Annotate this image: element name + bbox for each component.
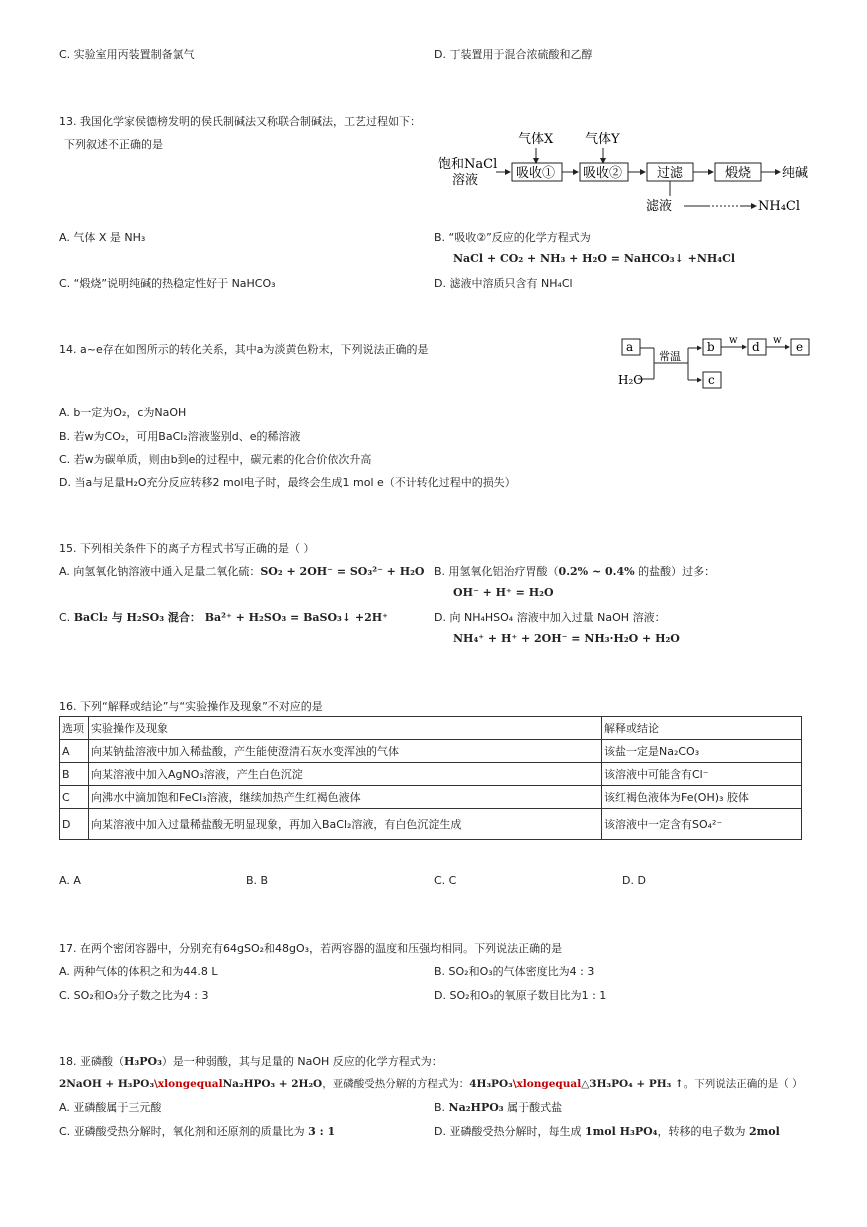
option-c-q16: C. C [434, 874, 457, 887]
table-row [60, 740, 802, 763]
filtrate-label: 滤液 [646, 199, 673, 214]
reagent-w-1: w [729, 335, 738, 346]
question-17-stem: 17. 在两个密闭容器中，分别充有64gSO₂和48gO₃，若两容器的温度和压强均相同。下列说法正确的是 [59, 942, 563, 955]
experiment-table [59, 716, 802, 840]
node-c: c [708, 373, 715, 387]
table-cell: 该溶液中可能含有Cl⁻ [602, 763, 802, 786]
latex-artifact-2: \xlongequal [512, 1078, 582, 1090]
question-15-stem: 15. 下列相关条件下的离子方程式书写正确的是（ ） [59, 542, 315, 555]
option-b-text: B. [434, 1101, 449, 1114]
option-a-q16: A. A [59, 874, 81, 887]
table-cell: A [60, 740, 89, 763]
stem-text-tail: ）是一种弱酸，其与足量的 NaOH 反应的化学方程式为： [161, 1055, 443, 1068]
option-c-ratio: 3 : 1 [308, 1125, 336, 1138]
option-d-q15: D. 向 NH₄HSO₄ 溶液中加入过量 NaOH 溶液： [434, 611, 666, 624]
table-row [60, 763, 802, 786]
table-cell: 该红褐色液体为Fe(OH)₃ 胶体 [602, 786, 802, 809]
option-d-q16: D. D [622, 874, 646, 887]
option-d-q17: D. SO₂和O₃的氧原子数目比为1 : 1 [434, 989, 607, 1002]
option-a-q14: A. b一定为O₂，c为NaOH [59, 406, 187, 419]
table-cell: C [60, 786, 89, 809]
option-c-q18 [59, 1123, 335, 1139]
absorb1-label: 吸收① [516, 166, 556, 181]
option-a-q18: A. 亚磷酸属于三元酸 [59, 1101, 162, 1114]
feed-label-1: 饱和NaCl [438, 157, 498, 172]
option-b-q16: B. B [246, 874, 269, 887]
option-d-formula: 1mol H₃PO₄ [584, 1125, 658, 1138]
reagent-w-2: w [773, 335, 782, 346]
option-d-q15-equation: NH₄⁺ + H⁺ + 2OH⁻ = NH₃·H₂O + H₂O [453, 632, 680, 645]
eq2-left: 4H₃PO₃ [469, 1078, 513, 1090]
eq1-left: 2NaOH + H₃PO₃ [59, 1078, 155, 1090]
option-c-equation: BaCl₂ 与 H₂SO₃ 混合： Ba²⁺ + H₂SO₃ = BaSO₃↓ +2H⁺ [73, 611, 388, 624]
option-c-q12: C. 实验室用丙装置制备氯气 [59, 48, 195, 61]
question-16-stem: 16. 下列“解释或结论”与“实验操作及现象”不对应的是 [59, 700, 323, 713]
option-b-formula: Na₂HPO₃ [448, 1101, 504, 1114]
stem-text: 18. 亚磷酸（ [59, 1055, 124, 1068]
node-e: e [796, 340, 804, 354]
eq-text: ，亚磷酸受热分解的方程式为： [322, 1078, 470, 1090]
option-b-q13: B. “吸收②”反应的化学方程式为 [434, 231, 591, 244]
eq-text-tail: 。下列说法正确的是（ ） [683, 1078, 803, 1090]
node-b: b [707, 340, 715, 354]
conversion-diagram [612, 334, 812, 394]
option-c-q14: C. 若w为碳单质，则由b到e的过程中，碳元素的化合价依次升高 [59, 453, 372, 466]
option-c-q13: C. “煅烧”说明纯碱的热稳定性好于 NaHCO₃ [59, 277, 276, 290]
question-18-stem [59, 1053, 443, 1069]
table-header: 选项 [60, 717, 89, 740]
option-b-q15 [434, 563, 715, 579]
table-cell: 向某溶液中加入AgNO₃溶液，产生白色沉淀 [89, 763, 602, 786]
eq2-right: △3H₃PO₄ + PH₃ ↑ [581, 1078, 684, 1090]
option-d-q14: D. 当a与足量H₂O充分反应转移2 mol电子时，最终会生成1 mol e（不计转化过程中的损失） [59, 476, 516, 489]
option-b-q17: B. SO₂和O₃的气体密度比为4 : 3 [434, 965, 595, 978]
question-13-stem: 13. 我国化学家侯德榜发明的侯氏制碱法又称联合制碱法，工艺过程如下： [59, 115, 421, 128]
table-cell: B [60, 763, 89, 786]
table-cell: 该盐一定是Na₂CO₃ [602, 740, 802, 763]
question-13-sub: 下列叙述不正确的是 [64, 138, 163, 151]
option-b-q14: B. 若w为CO₂，可用BaCl₂溶液鉴别d、e的稀溶液 [59, 430, 301, 443]
table-cell: 向沸水中滴加饱和FeCl₃溶液，继续加热产生红褐色液体 [89, 786, 602, 809]
filter-label: 过滤 [657, 166, 684, 181]
eq1-right: Na₂HPO₃ + 2H₂O [222, 1078, 323, 1090]
option-c-text: C. 亚磷酸受热分解时，氧化剂和还原剂的质量比为 [59, 1125, 309, 1138]
table-cell: 向某溶液中加入过量稀盐酸无明显现象，再加入BaCl₂溶液，有白色沉淀生成 [89, 809, 602, 840]
condition-label: 常温 [659, 350, 681, 363]
table-row [60, 809, 802, 840]
option-d-text-mid: ，转移的电子数为 [657, 1125, 749, 1138]
option-d-q12: D. 丁装置用于混合浓硫酸和乙醇 [434, 48, 593, 61]
option-b-q13-equation: NaCl + CO₂ + NH₃ + H₂O = NaHCO₃↓ +NH₄Cl [453, 252, 736, 265]
feed-label-2: 溶液 [452, 173, 479, 188]
option-a-q17: A. 两种气体的体积之和为44.8 L [59, 965, 218, 978]
table-cell: 该溶液中一定含有SO₄²⁻ [602, 809, 802, 840]
option-b-q18 [434, 1099, 562, 1115]
absorb2-label: 吸收② [583, 166, 623, 181]
stem-formula: H₃PO₃ [124, 1055, 162, 1068]
table-cell: 向某钠盐溶液中加入稀盐酸，产生能使澄清石灰水变浑浊的气体 [89, 740, 602, 763]
option-d-q13: D. 滤液中溶质只含有 NH₄Cl [434, 277, 573, 290]
node-d: d [752, 340, 760, 354]
option-a-q15 [59, 563, 425, 579]
table-row [60, 786, 802, 809]
gas-y-label: 气体Y [585, 132, 620, 147]
option-b-text-tail: 属于酸式盐 [503, 1101, 563, 1114]
table-cell: D [60, 809, 89, 840]
option-b-text-tail: 的盐酸）过多： [634, 565, 716, 578]
latex-artifact-1: \xlongequal [154, 1078, 223, 1090]
table-header-row [60, 717, 802, 740]
node-water: H₂O [618, 373, 644, 387]
option-a-text: A. 向氢氧化钠溶液中通入足量二氧化硫： [59, 565, 261, 578]
process-flow-diagram [430, 126, 815, 222]
question-18-equations [59, 1076, 803, 1091]
option-c-q15 [59, 609, 388, 625]
calcine-label: 煅烧 [725, 166, 752, 181]
node-a: a [626, 340, 634, 354]
option-b-text: B. 用氢氧化铝治疗胃酸（ [434, 565, 559, 578]
option-b-condition: 0.2% ~ 0.4% [558, 565, 635, 578]
option-b-q15-equation: OH⁻ + H⁺ = H₂O [453, 586, 554, 599]
option-d-text: D. 亚磷酸受热分解时，每生成 [434, 1125, 585, 1138]
question-14-stem: 14. a~e存在如图所示的转化关系，其中a为淡黄色粉末，下列说法正确的是 [59, 343, 429, 356]
table-header: 实验操作及现象 [89, 717, 602, 740]
table-header: 解释或结论 [602, 717, 802, 740]
product-label: 纯碱 [782, 166, 809, 181]
option-d-q18 [434, 1123, 780, 1139]
gas-x-label: 气体X [518, 132, 554, 147]
option-a-q13: A. 气体 X 是 NH₃ [59, 231, 146, 244]
nh4cl-label: NH₄Cl [758, 199, 801, 214]
option-a-equation: SO₂ + 2OH⁻ = SO₃²⁻ + H₂O [260, 565, 425, 578]
option-d-value: 2mol [749, 1125, 780, 1138]
option-c-text: C. [59, 611, 74, 624]
option-c-q17: C. SO₂和O₃分子数之比为4 : 3 [59, 989, 209, 1002]
